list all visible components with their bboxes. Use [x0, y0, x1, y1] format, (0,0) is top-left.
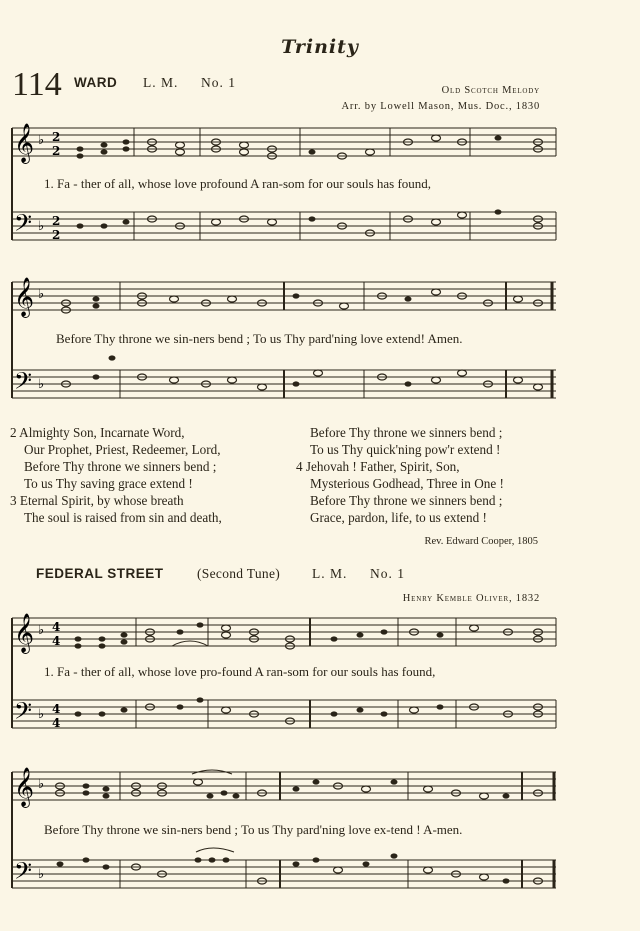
svg-text:♭: ♭: [38, 707, 45, 722]
stanza-line: Eternal Spirit, by whose breath: [19, 493, 184, 508]
section-title: Trinity: [281, 36, 359, 58]
svg-text:𝄢: 𝄢: [14, 209, 33, 242]
federal-street-lyric-line-2: Before Thy throne we sin-ners bend ; To us Thy pard'ning love ex-tend ! A-men.: [44, 822, 463, 837]
svg-text:♭: ♭: [38, 777, 45, 792]
tune-number-label: No. 1: [201, 75, 236, 90]
svg-text:𝄢: 𝄢: [14, 857, 33, 890]
svg-text:𝄢: 𝄢: [14, 697, 33, 730]
tune-name-federal-street: FEDERAL STREET: [36, 566, 164, 581]
svg-text:𝄢: 𝄢: [14, 367, 33, 400]
svg-text:♭: ♭: [38, 219, 45, 234]
stanza-line: Our Prophet, Priest, Redeemer, Lord,: [24, 442, 221, 457]
stanza-line: Grace, pardon, life, to us extend !: [310, 510, 487, 525]
stanza-number: 2: [10, 425, 17, 440]
svg-text:2: 2: [52, 228, 61, 242]
svg-text:♭: ♭: [38, 133, 45, 148]
svg-text:2: 2: [52, 144, 61, 158]
svg-text:4: 4: [52, 620, 61, 634]
svg-text:♭: ♭: [38, 867, 45, 882]
stanza-column-right: [296, 424, 504, 526]
tune-name-ward: WARD: [74, 75, 118, 90]
stanza-line: Before Thy throne we sinners bend ;: [24, 459, 217, 474]
svg-text:4: 4: [52, 702, 61, 716]
meter-label: L. M.: [312, 566, 348, 581]
svg-text:2: 2: [52, 130, 61, 144]
svg-text:2: 2: [52, 214, 61, 228]
tune-number-label: No. 1: [370, 566, 405, 581]
svg-text:♭: ♭: [38, 623, 45, 638]
composer-credit: Henry Kemble Oliver, 1832: [402, 593, 540, 604]
svg-text:𝄞: 𝄞: [14, 613, 35, 653]
federal-street-lyric-line-1: 1. Fa - ther of all, whose love pro-found A ran-som for our souls has found,: [44, 664, 436, 679]
svg-text:𝄞: 𝄞: [14, 123, 35, 163]
svg-text:♭: ♭: [38, 377, 45, 392]
stanza-line: To us Thy saving grace extend !: [24, 476, 193, 491]
stanza-line: Almighty Son, Incarnate Word,: [19, 425, 185, 440]
meter-label: L. M.: [143, 75, 179, 90]
svg-text:𝄞: 𝄞: [14, 277, 35, 317]
stanza-number: 3: [10, 493, 17, 508]
svg-text:4: 4: [52, 634, 61, 648]
stanza-line: Mysterious Godhead, Three in One !: [310, 476, 504, 491]
stanza-line: To us Thy quick'ning pow'r extend !: [310, 442, 501, 457]
stanza-line: Jehovah ! Father, Spirit, Son,: [305, 459, 460, 474]
stanza-line: Before Thy throne we sinners bend ;: [310, 493, 503, 508]
ward-lyric-line-2: Before Thy throne we sin-ners bend ; To us Thy pard'ning love extend! Amen.: [56, 331, 463, 346]
svg-text:4: 4: [52, 716, 61, 730]
text-author: Rev. Edward Cooper, 1805: [424, 536, 538, 547]
hymn-number: 114: [12, 66, 62, 103]
ward-lyric-line-1: 1. Fa - ther of all, whose love profound A ran-som for our souls has found,: [44, 176, 432, 191]
svg-text:𝄞: 𝄞: [14, 767, 35, 807]
stanza-line: The soul is raised from sin and death,: [24, 510, 222, 525]
svg-text:♭: ♭: [38, 287, 45, 302]
stanza-column-left: [10, 424, 222, 526]
arranger-credit: Arr. by Lowell Mason, Mus. Doc., 1830: [341, 101, 540, 112]
stanza-line: Before Thy throne we sinners bend ;: [310, 425, 503, 440]
composer-credit: Old Scotch Melody: [441, 85, 540, 96]
second-tune-label: (Second Tune): [197, 566, 281, 581]
stanza-number: 4: [296, 459, 303, 474]
